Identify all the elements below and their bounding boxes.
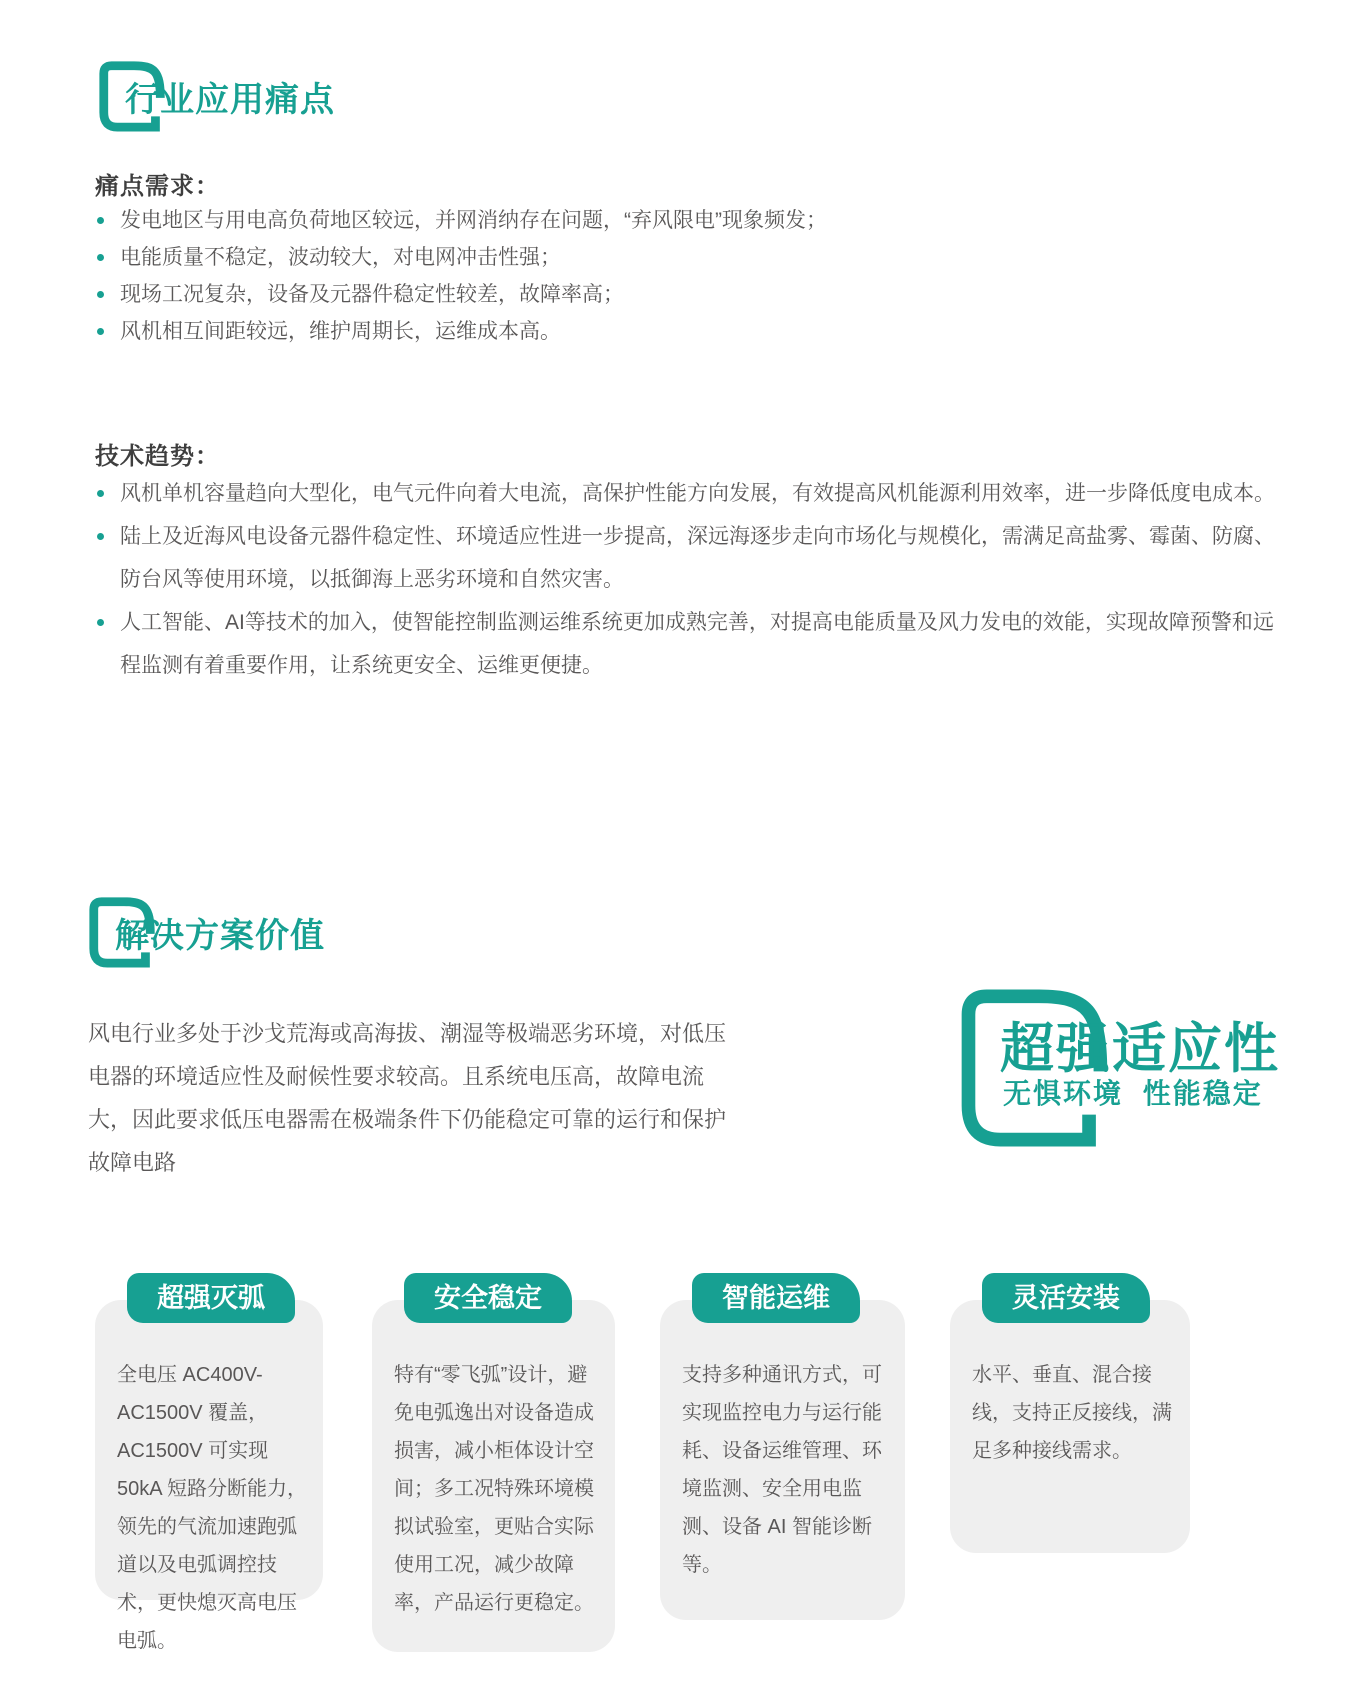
list-item (95, 202, 1255, 239)
bullet-dot-icon (97, 619, 104, 626)
list-item (95, 276, 1255, 313)
list-item-text: 发电地区与用电高负荷地区较远，并网消纳存在问题，“弃风限电”现象频发； (120, 209, 827, 232)
card-badge: 智能运维 (692, 1273, 860, 1323)
bullet-dot-icon (97, 217, 104, 224)
list-item-text: 陆上及近海风电设备元器件稳定性、环境适应性进一步提高，深远海逐步走向市场化与规模化，需满足高盐雾、霉菌、防腐、防台风等使用环境，以抵御海上恶劣环境和自然灾害。 (120, 525, 1275, 591)
bullet-dot-icon (97, 328, 104, 335)
bullet-dot-icon (97, 254, 104, 261)
tech-trend-list (95, 472, 1285, 687)
card-text: 特有“零飞弧”设计，避免电弧逸出对设备造成损害，减小柜体设计空间；多工况特殊环境模拟试验室，更贴合实际使用工况，减少故障率，产品运行更稳定。 (394, 1364, 594, 1614)
tech-trend-heading: 技术趋势： (95, 443, 220, 470)
card-badge: 灵活安装 (982, 1273, 1150, 1323)
list-item (95, 313, 1255, 350)
solution-paragraph: 风电行业多处于沙戈荒海或高海拔、潮湿等极端恶劣环境，对低压电器的环境适应性及耐候性要求较高。且系统电压高，故障电流大，因此要求低压电器需在极端条件下仍能稳定可靠的运行和保护故障电路 (88, 1021, 727, 1175)
bullet-dot-icon (97, 490, 104, 497)
section-title-solution-value: 解决方案价值 (115, 917, 325, 955)
feature-subtitle: 无惧环境 性能稳定 (1003, 1078, 1263, 1109)
card-text: 支持多种通讯方式，可实现监控电力与运行能耗、设备运维管理、环境监测、安全用电监测、设备 AI 智能诊断等。 (682, 1364, 882, 1576)
list-item-text: 风机单机容量趋向大型化，电气元件向着大电流，高保护性能方向发展，有效提高风机能源利用效率，进一步降低度电成本。 (120, 482, 1275, 505)
list-item (95, 515, 1285, 601)
card-text: 水平、垂直、混合接线，支持正反接线，满足多种接线需求。 (972, 1364, 1172, 1462)
bullet-dot-icon (97, 291, 104, 298)
card-badge: 安全稳定 (404, 1273, 572, 1323)
pain-demand-list (95, 202, 1255, 350)
feature-title: 超强适应性 (1000, 1019, 1280, 1079)
value-card-flexible-installation (950, 1283, 1190, 1553)
bullet-dot-icon (97, 533, 104, 540)
value-card-safety-stability (372, 1283, 615, 1652)
section-title-pain-points: 行业应用痛点 (125, 81, 335, 119)
card-badge: 超强灭弧 (127, 1273, 295, 1323)
pain-demand-heading: 痛点需求： (95, 173, 220, 200)
card-text: 全电压 AC400V-AC1500V 覆盖，AC1500V 可实现 50kA 短路分断能力，领先的气流加速跑弧道以及电弧调控技术，更快熄灭高电压电弧。 (117, 1364, 308, 1652)
list-item-text: 电能质量不稳定，波动较大，对电网冲击性强； (120, 246, 561, 269)
list-item-text: 风机相互间距较远，维护周期长，运维成本高。 (120, 320, 561, 343)
section-header-solution-value (85, 888, 325, 970)
list-item-text: 人工智能、AI等技术的加入，使智能控制监测运维系统更加成熟完善，对提高电能质量及风力发电的效能，实现故障预警和远程监测有着重要作用，让系统更安全、运维更便捷。 (120, 611, 1274, 677)
list-item-text: 现场工况复杂，设备及元器件稳定性较差，故障率高； (120, 283, 624, 306)
value-card-smart-operation (660, 1283, 905, 1620)
value-card-arc-extinguishing (95, 1283, 323, 1652)
list-item (95, 472, 1285, 515)
list-item (95, 601, 1285, 687)
section-header-pain-points (95, 52, 335, 134)
list-item (95, 239, 1255, 276)
